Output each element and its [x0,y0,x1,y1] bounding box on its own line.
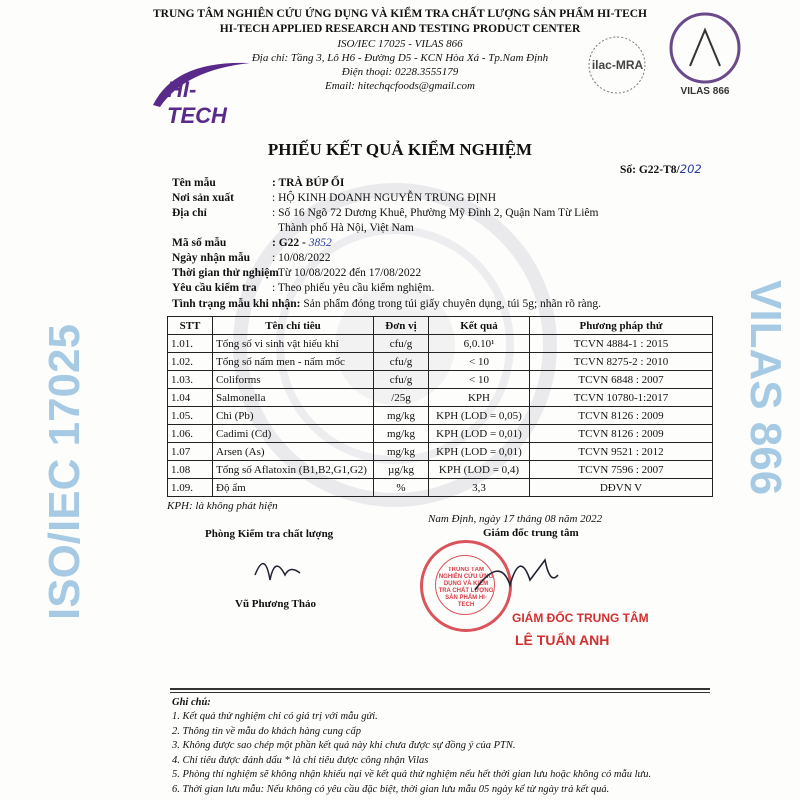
table-cell: cfu/g [374,371,429,389]
document-title: PHIẾU KẾT QUẢ KIỂM NGHIỆM [267,140,533,159]
table-cell: Tổng số vi sinh vật hiếu khí [213,335,374,353]
table-row [168,371,713,389]
note-item: 5. Phòng thí nghiệm sẽ không nhận khiếu nại về kết quả thử nghiệm nếu hết thời gian lưu hoặc không có mẫu lưu. [172,769,652,780]
divider [170,688,710,693]
table-cell: TCVN 8275-2 : 2010 [530,353,713,371]
table-cell: µg/kg [374,461,429,479]
table-cell: 1.04 [168,389,213,407]
table-row [168,407,713,425]
table-row [168,389,713,407]
notes-title: Ghi chú: [172,697,211,708]
hitech-logo: HI-TECH [145,55,255,110]
qc-title: Phòng Kiểm tra chất lượng [205,528,334,540]
vilas-watermark: VILAS 866 [741,280,790,496]
document-number: Số: G22-T8/202 [620,162,702,176]
table-cell: Arsen (As) [213,443,374,461]
note-item: 2. Thông tin về mẫu do khách hàng cung cấp [172,725,361,737]
table-cell: KPH [429,389,530,407]
director-stamp-title: GIÁM ĐỐC TRUNG TÂM [512,611,649,625]
table-cell: Tổng số Aflatoxin (B1,B2,G1,G2) [213,461,374,479]
director-title: Giám đốc trung tâm [483,527,579,539]
table-cell: 1.01. [168,335,213,353]
note-item: 6. Thời gian lưu mẫu: Nếu không có yêu cầu đặc biệt, thời gian lưu mẫu 05 ngày kể từ ngày trả kết quả. [172,783,610,795]
table-cell: mg/kg [374,407,429,425]
table-row [168,443,713,461]
test-result-document: TRUNG TÂM NGHIÊN CỨU ỨNG DỤNG VÀ KIỂM TRA CHẤT LƯỢNG SẢN PHẨM HI-TECH HI-TECH APPLIED RESEARCH AND TESTING PRODUCT CENTER ISO/IEC 17025 - VILAS 866 Địa chỉ: Tầng 3, Lô H6 - Đường D5 - KCN Hòa Xá - Tp.Nam Định Điện thoại: 0228.3555179 Email: hitechqcfoods@gmail.com HI-TECH ilac-MRA VILAS 866 PHIẾU KẾT QUẢ KIỂM NGHIỆM Số: G22-T8/202 Tên mẫu : TRÀ BÚP ỔI Nơi sản xuất : HỘ KINH DOANH NGUYỄN TRUNG ĐỊNH Địa chỉ : Số 16 Ngõ 72 Dương Khuê, Phường Mỹ Đình 2, Quận Nam Từ Liêm Thành phố Hà Nội, Việt Nam Mã số mẫu : G22 - 3852 Ngày nhận mẫu : 10/08/2022 Thời gian thử nghiệm : Từ 10/08/2022 đến 17/08/2022 Yêu cầu kiểm tra : Theo phiếu yêu cầu kiểm nghiệm. Tình trạng mẫu khi nhận: Sản phẩm đóng trong túi giấy chuyên dụng, túi 5g; nhãn rõ ràng. STT Tên chỉ tiêu Đơn vị Kết quả Phương pháp thử 1.01. Tổng số vi sinh vật hiếu khí cfu/g 6,0.10¹ TCVN 4884-1 : 2015 1.02. Tổng số nấm men - nấm mốc cfu/g < 10 TCVN 8275-2 : 2010 1.03. Coliforms cfu/g < 10 TCVN 6848 : 2007 1.04 Salmonella /25g KPH TCVN 10780-1:2017 1.05. Chì (Pb) mg/kg KPH (LOD = 0,05) TCVN 8126 : 2009 1.06. Cadimi (Cd) mg/kg KPH (LOD = 0,01) TCVN 8126 : 2009 1.07 Arsen (As) mg/kg KPH (LOD = 0,01) TCVN 9521 : 2012 1.08 Tổng số Aflatoxin (B1,B2,G1,G2) µg/kg KPH (LOD = 0,4) TCVN 7596 : 2007 1.09. Độ ẩm % 3,3 DĐVN V KPH: là không phát hiện Nam Định, ngày 17 tháng 08 năm 2022 Giám đốc trung tâm Phòng Kiểm tra chất lượng Vũ Phương Thảo TRUNG TÂM NGHIÊN CỨU ỨNG DỤNG VÀ KIỂM TRA CHẤT LƯỢNG SẢN PHẨM HI-TECH GIÁM ĐỐC TRUNG TÂM LÊ TUẤN ANH ISO/IEC 17025 VILAS 866 Ghi chú: 1. Kết quả thử nghiệm chỉ có giá trị với mẫu gửi. 2. Thông tin về mẫu do khách hàng cung cấp 3. Không được sao chép một phần kết quả này khi chưa được sự đồng ý của PTN. 4. Chỉ tiêu được đánh dấu * là chỉ tiêu được công nhận Vilas 5. Phòng thí nghiệm sẽ không nhận khiếu nại về kết quả thử nghiệm nếu hết thời gian lưu hoặc không có mẫu lưu. 6. Thời gian lưu mẫu: Nếu không có yêu cầu đặc biệt, thời gian lưu mẫu 05 ngày kể từ ngày trả kết quả. [0,0,800,800]
company-stamp: TRUNG TÂM NGHIÊN CỨU ỨNG DỤNG VÀ KIỂM TRA CHẤT LƯỢNG SẢN PHẨM HI-TECH [420,540,512,632]
iso-watermark: ISO/IEC 17025 [40,324,89,620]
table-header: STT Tên chỉ tiêu Đơn vị Kết quả Phương pháp thử [168,317,713,335]
table-cell: 6,0.10¹ [429,335,530,353]
table-cell: cfu/g [374,335,429,353]
accreditation: ISO/IEC 17025 - VILAS 866 [337,38,463,50]
qc-name: Vũ Phương Thảo [235,598,316,610]
table-cell: Cadimi (Cd) [213,425,374,443]
table-cell: TCVN 7596 : 2007 [530,461,713,479]
results-table [167,316,713,497]
table-cell: Chì (Pb) [213,407,374,425]
table-cell: 1.05. [168,407,213,425]
center-name-vi: TRUNG TÂM NGHIÊN CỨU ỨNG DỤNG VÀ KIỂM TRA CHẤT LƯỢNG SẢN PHẨM HI-TECH [153,8,647,20]
table-cell: /25g [374,389,429,407]
table-cell: TCVN 8126 : 2009 [530,425,713,443]
table-cell: KPH (LOD = 0,4) [429,461,530,479]
table-cell: TCVN 4884-1 : 2015 [530,335,713,353]
table-row [168,353,713,371]
table-row [168,425,713,443]
ilac-mra-logo: ilac-MRA [585,30,650,100]
table-cell: Tổng số nấm men - nấm mốc [213,353,374,371]
table-cell: < 10 [429,371,530,389]
table-cell: cfu/g [374,353,429,371]
email: Email: hitechqcfoods@gmail.com [324,80,476,92]
table-cell: TCVN 8126 : 2009 [530,407,713,425]
table-row [168,335,713,353]
note-item: 4. Chỉ tiêu được đánh dấu * là chỉ tiêu được công nhận Vilas [172,754,429,766]
director-name: LÊ TUẤN ANH [515,632,610,648]
address: Địa chỉ: Tầng 3, Lô H6 - Đường D5 - KCN Hòa Xá - Tp.Nam Định [251,52,549,64]
table-row [168,479,713,497]
table-cell: TCVN 9521 : 2012 [530,443,713,461]
table-cell: TCVN 6848 : 2007 [530,371,713,389]
table-cell: 3,3 [429,479,530,497]
table-cell: 1.09. [168,479,213,497]
table-cell: < 10 [429,353,530,371]
table-cell: mg/kg [374,425,429,443]
phone: Điện thoại: 0228.3555179 [341,66,459,78]
note-item: 3. Không được sao chép một phần kết quả này khi chưa được sự đồng ý của PTN. [172,740,516,751]
table-cell: 1.06. [168,425,213,443]
table-cell: 1.02. [168,353,213,371]
table-cell: 1.08 [168,461,213,479]
table-cell: KPH (LOD = 0,01) [429,425,530,443]
qc-signature [245,545,305,590]
place-date: Nam Định, ngày 17 tháng 08 năm 2022 [428,513,603,525]
table-cell: % [374,479,429,497]
director-signature [470,545,560,605]
table-cell: mg/kg [374,443,429,461]
table-cell: KPH (LOD = 0,01) [429,443,530,461]
center-name-en: HI-TECH APPLIED RESEARCH AND TESTING PRODUCT CENTER [219,23,581,35]
table-cell: 1.03. [168,371,213,389]
table-cell: TCVN 10780-1:2017 [530,389,713,407]
table-cell: KPH (LOD = 0,05) [429,407,530,425]
table-cell: Độ ẩm [213,479,374,497]
table-row [168,461,713,479]
kph-note: KPH: là không phát hiện [167,500,278,512]
table-cell: Salmonella [213,389,374,407]
vilas-logo: VILAS 866 [665,8,745,108]
note-item: 1. Kết quả thử nghiệm chỉ có giá trị với mẫu gửi. [172,711,378,722]
table-cell: Coliforms [213,371,374,389]
table-cell: DĐVN V [530,479,713,497]
table-cell: 1.07 [168,443,213,461]
